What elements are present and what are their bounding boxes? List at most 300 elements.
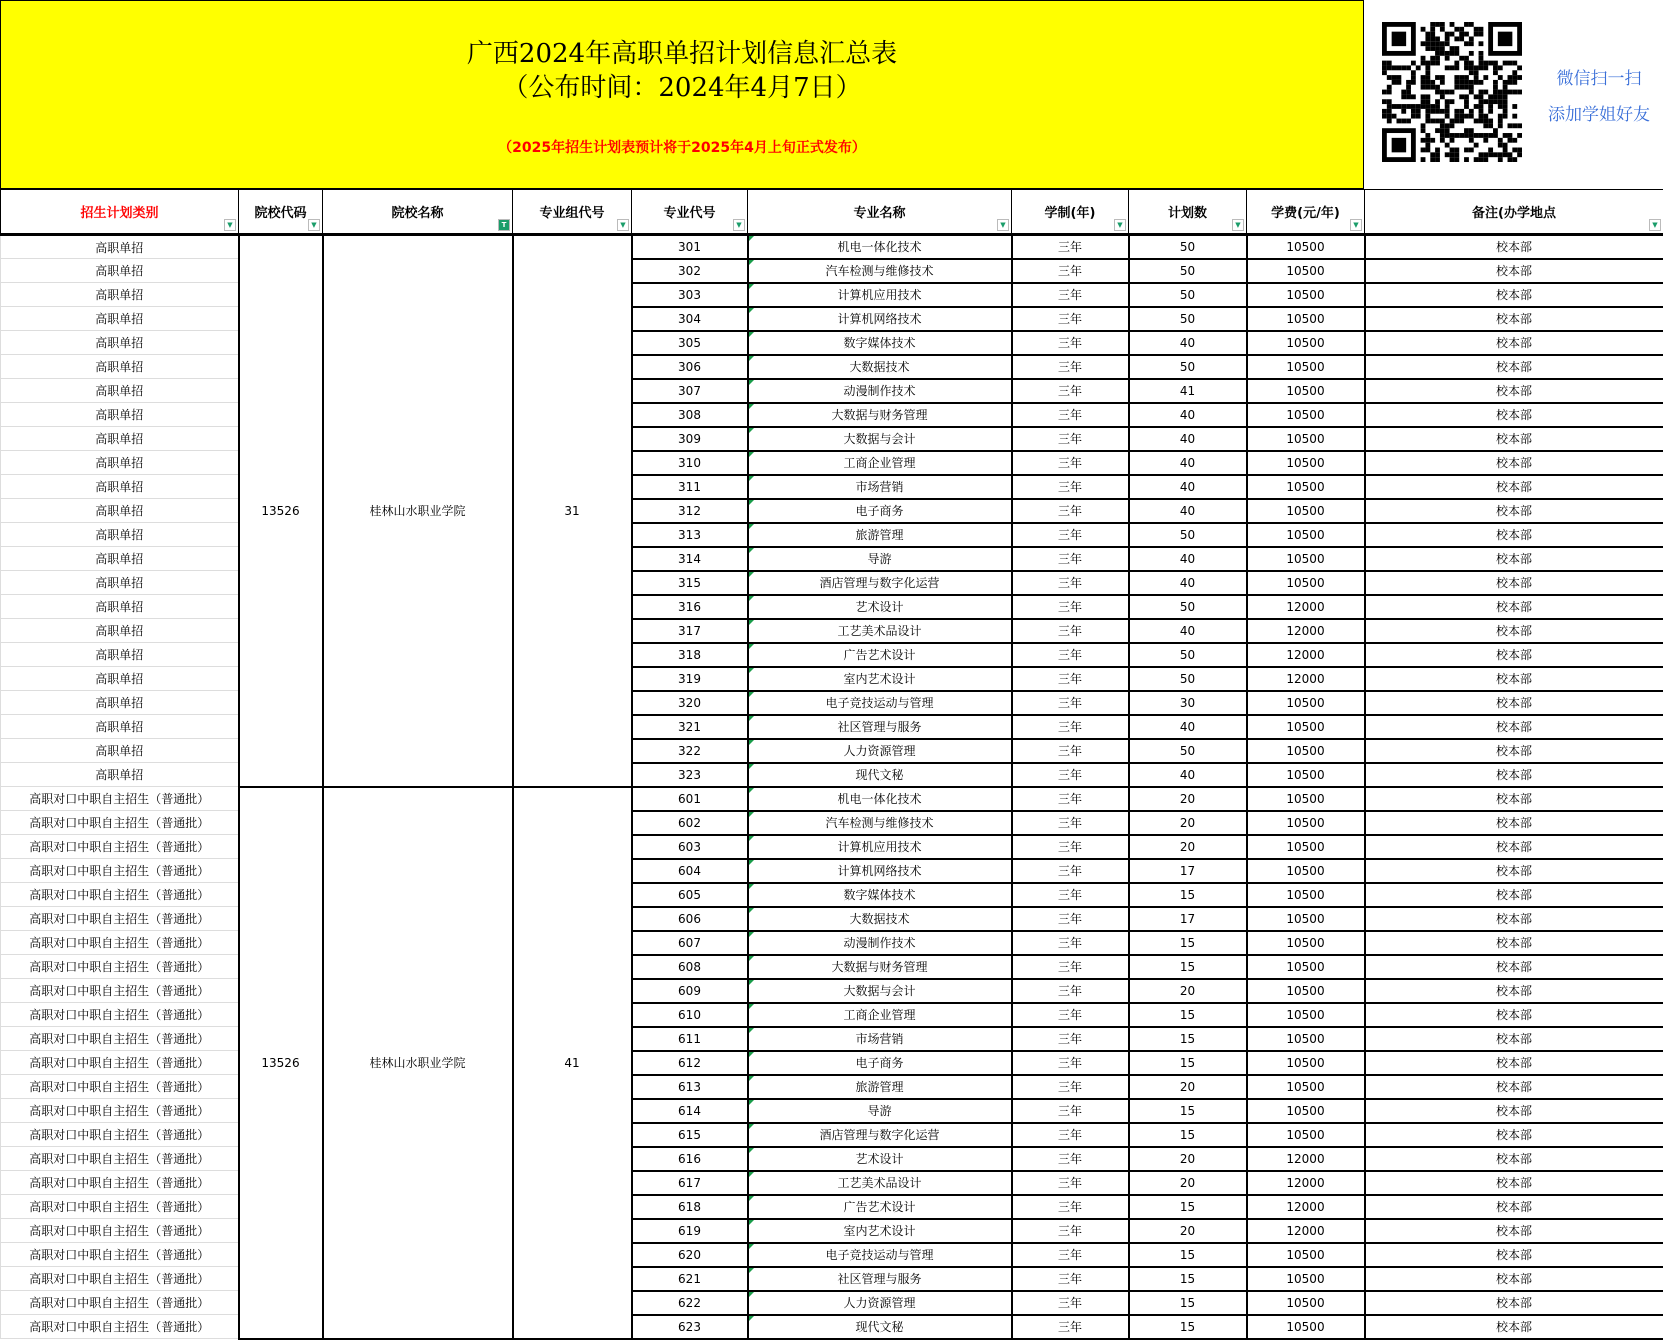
major-name-cell[interactable]: 市场营销 <box>748 475 1012 499</box>
duration-cell[interactable]: 三年 <box>1012 859 1129 883</box>
school-name-cell[interactable]: 桂林山水职业学院 <box>323 787 513 1339</box>
plan-count-cell[interactable]: 20 <box>1129 979 1247 1003</box>
remarks-cell[interactable]: 校本部 <box>1365 1075 1663 1099</box>
duration-cell[interactable]: 三年 <box>1012 1243 1129 1267</box>
remarks-cell[interactable]: 校本部 <box>1365 835 1663 859</box>
tuition-cell[interactable]: 10500 <box>1247 1123 1365 1147</box>
remarks-cell[interactable]: 校本部 <box>1365 595 1663 619</box>
category-cell[interactable]: 高职单招 <box>1 523 239 547</box>
duration-cell[interactable]: 三年 <box>1012 1315 1129 1339</box>
major-name-cell[interactable]: 大数据与会计 <box>748 427 1012 451</box>
category-cell[interactable]: 高职对口中职自主招生（普通批） <box>1 1267 239 1291</box>
plan-count-cell[interactable]: 20 <box>1129 1075 1247 1099</box>
category-cell[interactable]: 高职对口中职自主招生（普通批） <box>1 1171 239 1195</box>
tuition-cell[interactable]: 10500 <box>1247 283 1365 307</box>
plan-count-cell[interactable]: 40 <box>1129 427 1247 451</box>
major-name-cell[interactable]: 汽车检测与维修技术 <box>748 811 1012 835</box>
major-code-cell[interactable]: 303 <box>632 283 748 307</box>
major-name-cell[interactable]: 计算机应用技术 <box>748 283 1012 307</box>
tuition-cell[interactable]: 10500 <box>1247 1075 1365 1099</box>
plan-count-cell[interactable]: 40 <box>1129 331 1247 355</box>
plan-count-cell[interactable]: 40 <box>1129 451 1247 475</box>
category-cell[interactable]: 高职单招 <box>1 475 239 499</box>
tuition-cell[interactable]: 10500 <box>1247 235 1365 259</box>
plan-count-cell[interactable]: 15 <box>1129 1267 1247 1291</box>
duration-cell[interactable]: 三年 <box>1012 811 1129 835</box>
major-name-cell[interactable]: 电子商务 <box>748 499 1012 523</box>
major-code-cell[interactable]: 605 <box>632 883 748 907</box>
plan-count-cell[interactable]: 41 <box>1129 379 1247 403</box>
major-name-cell[interactable]: 现代文秘 <box>748 1315 1012 1339</box>
major-name-cell[interactable]: 大数据与会计 <box>748 979 1012 1003</box>
remarks-cell[interactable]: 校本部 <box>1365 283 1663 307</box>
remarks-cell[interactable]: 校本部 <box>1365 1099 1663 1123</box>
duration-cell[interactable]: 三年 <box>1012 1291 1129 1315</box>
duration-cell[interactable]: 三年 <box>1012 643 1129 667</box>
plan-count-cell[interactable]: 40 <box>1129 499 1247 523</box>
remarks-cell[interactable]: 校本部 <box>1365 451 1663 475</box>
category-cell[interactable]: 高职单招 <box>1 331 239 355</box>
category-cell[interactable]: 高职对口中职自主招生（普通批） <box>1 907 239 931</box>
duration-cell[interactable]: 三年 <box>1012 1051 1129 1075</box>
tuition-cell[interactable]: 10500 <box>1247 787 1365 811</box>
major-code-cell[interactable]: 608 <box>632 955 748 979</box>
duration-cell[interactable]: 三年 <box>1012 1075 1129 1099</box>
filter-dropdown-icon[interactable]: ▼ <box>224 219 236 231</box>
tuition-cell[interactable]: 10500 <box>1247 811 1365 835</box>
tuition-cell[interactable]: 12000 <box>1247 619 1365 643</box>
major-name-cell[interactable]: 大数据技术 <box>748 907 1012 931</box>
tuition-cell[interactable]: 10500 <box>1247 379 1365 403</box>
tuition-cell[interactable]: 10500 <box>1247 907 1365 931</box>
filter-dropdown-icon[interactable]: ▼ <box>1114 219 1126 231</box>
tuition-cell[interactable]: 10500 <box>1247 355 1365 379</box>
duration-cell[interactable]: 三年 <box>1012 1267 1129 1291</box>
category-cell[interactable]: 高职对口中职自主招生（普通批） <box>1 1195 239 1219</box>
tuition-cell[interactable]: 10500 <box>1247 571 1365 595</box>
duration-cell[interactable]: 三年 <box>1012 955 1129 979</box>
major-name-cell[interactable]: 电子竞技运动与管理 <box>748 1243 1012 1267</box>
category-cell[interactable]: 高职单招 <box>1 595 239 619</box>
duration-cell[interactable]: 三年 <box>1012 547 1129 571</box>
plan-count-cell[interactable]: 15 <box>1129 1123 1247 1147</box>
plan-count-cell[interactable]: 40 <box>1129 403 1247 427</box>
category-cell[interactable]: 高职单招 <box>1 403 239 427</box>
tuition-cell[interactable]: 12000 <box>1247 1147 1365 1171</box>
tuition-cell[interactable]: 10500 <box>1247 979 1365 1003</box>
duration-cell[interactable]: 三年 <box>1012 619 1129 643</box>
duration-cell[interactable]: 三年 <box>1012 379 1129 403</box>
tuition-cell[interactable]: 12000 <box>1247 643 1365 667</box>
filter-dropdown-icon[interactable]: ▼ <box>1350 219 1362 231</box>
remarks-cell[interactable]: 校本部 <box>1365 1219 1663 1243</box>
category-cell[interactable]: 高职单招 <box>1 691 239 715</box>
duration-cell[interactable]: 三年 <box>1012 451 1129 475</box>
plan-count-cell[interactable]: 15 <box>1129 1243 1247 1267</box>
tuition-cell[interactable]: 10500 <box>1247 739 1365 763</box>
tuition-cell[interactable]: 12000 <box>1247 667 1365 691</box>
plan-count-cell[interactable]: 50 <box>1129 283 1247 307</box>
category-cell[interactable]: 高职对口中职自主招生（普通批） <box>1 1099 239 1123</box>
category-cell[interactable]: 高职单招 <box>1 259 239 283</box>
major-code-cell[interactable]: 622 <box>632 1291 748 1315</box>
plan-count-cell[interactable]: 50 <box>1129 739 1247 763</box>
category-cell[interactable]: 高职单招 <box>1 667 239 691</box>
major-code-cell[interactable]: 319 <box>632 667 748 691</box>
filter-dropdown-icon[interactable]: ▼ <box>617 219 629 231</box>
major-code-cell[interactable]: 620 <box>632 1243 748 1267</box>
category-cell[interactable]: 高职单招 <box>1 571 239 595</box>
duration-cell[interactable]: 三年 <box>1012 283 1129 307</box>
remarks-cell[interactable]: 校本部 <box>1365 1171 1663 1195</box>
category-cell[interactable]: 高职对口中职自主招生（普通批） <box>1 1003 239 1027</box>
major-name-cell[interactable]: 大数据技术 <box>748 355 1012 379</box>
major-name-cell[interactable]: 旅游管理 <box>748 523 1012 547</box>
plan-count-cell[interactable]: 50 <box>1129 355 1247 379</box>
remarks-cell[interactable]: 校本部 <box>1365 1195 1663 1219</box>
duration-cell[interactable]: 三年 <box>1012 523 1129 547</box>
tuition-cell[interactable]: 10500 <box>1247 835 1365 859</box>
category-cell[interactable]: 高职对口中职自主招生（普通批） <box>1 1075 239 1099</box>
major-name-cell[interactable]: 动漫制作技术 <box>748 931 1012 955</box>
duration-cell[interactable]: 三年 <box>1012 1123 1129 1147</box>
major-name-cell[interactable]: 计算机应用技术 <box>748 835 1012 859</box>
plan-count-cell[interactable]: 15 <box>1129 931 1247 955</box>
tuition-cell[interactable]: 10500 <box>1247 1315 1365 1339</box>
major-code-cell[interactable]: 619 <box>632 1219 748 1243</box>
category-cell[interactable]: 高职单招 <box>1 547 239 571</box>
filter-dropdown-icon[interactable]: ▼ <box>308 219 320 231</box>
remarks-cell[interactable]: 校本部 <box>1365 547 1663 571</box>
plan-count-cell[interactable]: 20 <box>1129 835 1247 859</box>
duration-cell[interactable]: 三年 <box>1012 403 1129 427</box>
remarks-cell[interactable]: 校本部 <box>1365 931 1663 955</box>
plan-count-cell[interactable]: 20 <box>1129 787 1247 811</box>
major-code-cell[interactable]: 323 <box>632 763 748 787</box>
major-code-cell[interactable]: 615 <box>632 1123 748 1147</box>
tuition-cell[interactable]: 10500 <box>1247 331 1365 355</box>
remarks-cell[interactable]: 校本部 <box>1365 763 1663 787</box>
plan-count-cell[interactable]: 40 <box>1129 571 1247 595</box>
remarks-cell[interactable]: 校本部 <box>1365 907 1663 931</box>
duration-cell[interactable]: 三年 <box>1012 427 1129 451</box>
remarks-cell[interactable]: 校本部 <box>1365 691 1663 715</box>
plan-count-cell[interactable]: 30 <box>1129 691 1247 715</box>
remarks-cell[interactable]: 校本部 <box>1365 259 1663 283</box>
tuition-cell[interactable]: 10500 <box>1247 307 1365 331</box>
remarks-cell[interactable]: 校本部 <box>1365 1027 1663 1051</box>
tuition-cell[interactable]: 10500 <box>1247 523 1365 547</box>
major-name-cell[interactable]: 人力资源管理 <box>748 739 1012 763</box>
category-cell[interactable]: 高职对口中职自主招生（普通批） <box>1 1219 239 1243</box>
duration-cell[interactable]: 三年 <box>1012 1147 1129 1171</box>
tuition-cell[interactable]: 10500 <box>1247 259 1365 283</box>
tuition-cell[interactable]: 10500 <box>1247 547 1365 571</box>
remarks-cell[interactable]: 校本部 <box>1365 1123 1663 1147</box>
category-cell[interactable]: 高职单招 <box>1 499 239 523</box>
category-cell[interactable]: 高职对口中职自主招生（普通批） <box>1 1315 239 1339</box>
major-name-cell[interactable]: 动漫制作技术 <box>748 379 1012 403</box>
filter-dropdown-icon[interactable]: ▼ <box>1649 219 1661 231</box>
plan-count-cell[interactable]: 17 <box>1129 907 1247 931</box>
category-cell[interactable]: 高职单招 <box>1 355 239 379</box>
major-code-cell[interactable]: 310 <box>632 451 748 475</box>
tuition-cell[interactable]: 10500 <box>1247 1027 1365 1051</box>
tuition-cell[interactable]: 12000 <box>1247 1195 1365 1219</box>
major-code-cell[interactable]: 311 <box>632 475 748 499</box>
plan-count-cell[interactable]: 17 <box>1129 859 1247 883</box>
remarks-cell[interactable]: 校本部 <box>1365 1267 1663 1291</box>
tuition-cell[interactable]: 10500 <box>1247 1003 1365 1027</box>
major-code-cell[interactable]: 617 <box>632 1171 748 1195</box>
major-code-cell[interactable]: 304 <box>632 307 748 331</box>
major-name-cell[interactable]: 市场营销 <box>748 1027 1012 1051</box>
remarks-cell[interactable]: 校本部 <box>1365 571 1663 595</box>
major-name-cell[interactable]: 工艺美术品设计 <box>748 1171 1012 1195</box>
category-cell[interactable]: 高职单招 <box>1 739 239 763</box>
group-code-cell[interactable]: 31 <box>513 235 632 787</box>
category-cell[interactable]: 高职对口中职自主招生（普通批） <box>1 931 239 955</box>
plan-count-cell[interactable]: 15 <box>1129 1027 1247 1051</box>
tuition-cell[interactable]: 10500 <box>1247 955 1365 979</box>
tuition-cell[interactable]: 10500 <box>1247 715 1365 739</box>
duration-cell[interactable]: 三年 <box>1012 739 1129 763</box>
major-code-cell[interactable]: 302 <box>632 259 748 283</box>
tuition-cell[interactable]: 10500 <box>1247 1291 1365 1315</box>
major-name-cell[interactable]: 社区管理与服务 <box>748 1267 1012 1291</box>
duration-cell[interactable]: 三年 <box>1012 835 1129 859</box>
plan-count-cell[interactable]: 15 <box>1129 1315 1247 1339</box>
remarks-cell[interactable]: 校本部 <box>1365 955 1663 979</box>
school-name-cell[interactable]: 桂林山水职业学院 <box>323 235 513 787</box>
filter-dropdown-icon[interactable]: ▼ <box>997 219 1009 231</box>
plan-count-cell[interactable]: 50 <box>1129 523 1247 547</box>
remarks-cell[interactable]: 校本部 <box>1365 403 1663 427</box>
tuition-cell[interactable]: 10500 <box>1247 1099 1365 1123</box>
category-cell[interactable]: 高职对口中职自主招生（普通批） <box>1 955 239 979</box>
duration-cell[interactable]: 三年 <box>1012 883 1129 907</box>
category-cell[interactable]: 高职对口中职自主招生（普通批） <box>1 883 239 907</box>
plan-count-cell[interactable]: 20 <box>1129 1219 1247 1243</box>
major-name-cell[interactable]: 艺术设计 <box>748 595 1012 619</box>
tuition-cell[interactable]: 10500 <box>1247 1243 1365 1267</box>
duration-cell[interactable]: 三年 <box>1012 331 1129 355</box>
duration-cell[interactable]: 三年 <box>1012 355 1129 379</box>
major-code-cell[interactable]: 602 <box>632 811 748 835</box>
major-name-cell[interactable]: 工商企业管理 <box>748 1003 1012 1027</box>
tuition-cell[interactable]: 12000 <box>1247 1219 1365 1243</box>
tuition-cell[interactable]: 10500 <box>1247 475 1365 499</box>
remarks-cell[interactable]: 校本部 <box>1365 1243 1663 1267</box>
tuition-cell[interactable]: 10500 <box>1247 763 1365 787</box>
remarks-cell[interactable]: 校本部 <box>1365 475 1663 499</box>
tuition-cell[interactable]: 10500 <box>1247 691 1365 715</box>
major-code-cell[interactable]: 623 <box>632 1315 748 1339</box>
remarks-cell[interactable]: 校本部 <box>1365 643 1663 667</box>
major-name-cell[interactable]: 室内艺术设计 <box>748 1219 1012 1243</box>
remarks-cell[interactable]: 校本部 <box>1365 499 1663 523</box>
remarks-cell[interactable]: 校本部 <box>1365 619 1663 643</box>
major-code-cell[interactable]: 606 <box>632 907 748 931</box>
major-name-cell[interactable]: 酒店管理与数字化运营 <box>748 1123 1012 1147</box>
tuition-cell[interactable]: 10500 <box>1247 403 1365 427</box>
major-code-cell[interactable]: 610 <box>632 1003 748 1027</box>
major-name-cell[interactable]: 大数据与财务管理 <box>748 403 1012 427</box>
remarks-cell[interactable]: 校本部 <box>1365 1003 1663 1027</box>
duration-cell[interactable]: 三年 <box>1012 1171 1129 1195</box>
duration-cell[interactable]: 三年 <box>1012 571 1129 595</box>
plan-count-cell[interactable]: 50 <box>1129 595 1247 619</box>
major-code-cell[interactable]: 321 <box>632 715 748 739</box>
remarks-cell[interactable]: 校本部 <box>1365 307 1663 331</box>
major-name-cell[interactable]: 社区管理与服务 <box>748 715 1012 739</box>
major-name-cell[interactable]: 计算机网络技术 <box>748 859 1012 883</box>
duration-cell[interactable]: 三年 <box>1012 259 1129 283</box>
tuition-cell[interactable]: 10500 <box>1247 427 1365 451</box>
category-cell[interactable]: 高职对口中职自主招生（普通批） <box>1 1147 239 1171</box>
plan-count-cell[interactable]: 50 <box>1129 235 1247 259</box>
category-cell[interactable]: 高职单招 <box>1 283 239 307</box>
major-code-cell[interactable]: 318 <box>632 643 748 667</box>
school-code-cell[interactable]: 13526 <box>239 787 323 1339</box>
category-cell[interactable]: 高职对口中职自主招生（普通批） <box>1 1243 239 1267</box>
plan-count-cell[interactable]: 50 <box>1129 667 1247 691</box>
tuition-cell[interactable]: 12000 <box>1247 595 1365 619</box>
remarks-cell[interactable]: 校本部 <box>1365 379 1663 403</box>
category-cell[interactable]: 高职单招 <box>1 235 239 259</box>
tuition-cell[interactable]: 10500 <box>1247 1267 1365 1291</box>
duration-cell[interactable]: 三年 <box>1012 667 1129 691</box>
major-code-cell[interactable]: 604 <box>632 859 748 883</box>
tuition-cell[interactable]: 10500 <box>1247 499 1365 523</box>
major-code-cell[interactable]: 307 <box>632 379 748 403</box>
duration-cell[interactable]: 三年 <box>1012 1003 1129 1027</box>
category-cell[interactable]: 高职单招 <box>1 307 239 331</box>
major-code-cell[interactable]: 301 <box>632 235 748 259</box>
major-name-cell[interactable]: 工艺美术品设计 <box>748 619 1012 643</box>
category-cell[interactable]: 高职单招 <box>1 379 239 403</box>
major-code-cell[interactable]: 314 <box>632 547 748 571</box>
category-cell[interactable]: 高职单招 <box>1 619 239 643</box>
category-cell[interactable]: 高职对口中职自主招生（普通批） <box>1 835 239 859</box>
tuition-cell[interactable]: 10500 <box>1247 931 1365 955</box>
remarks-cell[interactable]: 校本部 <box>1365 739 1663 763</box>
major-name-cell[interactable]: 电子商务 <box>748 1051 1012 1075</box>
plan-count-cell[interactable]: 50 <box>1129 643 1247 667</box>
remarks-cell[interactable]: 校本部 <box>1365 1147 1663 1171</box>
duration-cell[interactable]: 三年 <box>1012 595 1129 619</box>
plan-count-cell[interactable]: 15 <box>1129 1291 1247 1315</box>
category-cell[interactable]: 高职单招 <box>1 427 239 451</box>
duration-cell[interactable]: 三年 <box>1012 1219 1129 1243</box>
duration-cell[interactable]: 三年 <box>1012 307 1129 331</box>
major-code-cell[interactable]: 618 <box>632 1195 748 1219</box>
duration-cell[interactable]: 三年 <box>1012 1027 1129 1051</box>
plan-count-cell[interactable]: 15 <box>1129 1003 1247 1027</box>
category-cell[interactable]: 高职对口中职自主招生（普通批） <box>1 1051 239 1075</box>
tuition-cell[interactable]: 10500 <box>1247 1051 1365 1075</box>
major-name-cell[interactable]: 汽车检测与维修技术 <box>748 259 1012 283</box>
filter-dropdown-icon[interactable]: ▼ <box>1232 219 1244 231</box>
plan-count-cell[interactable]: 15 <box>1129 955 1247 979</box>
major-code-cell[interactable]: 308 <box>632 403 748 427</box>
plan-count-cell[interactable]: 40 <box>1129 763 1247 787</box>
remarks-cell[interactable]: 校本部 <box>1365 811 1663 835</box>
duration-cell[interactable]: 三年 <box>1012 1195 1129 1219</box>
duration-cell[interactable]: 三年 <box>1012 787 1129 811</box>
duration-cell[interactable]: 三年 <box>1012 907 1129 931</box>
plan-count-cell[interactable]: 15 <box>1129 1195 1247 1219</box>
category-cell[interactable]: 高职对口中职自主招生（普通批） <box>1 811 239 835</box>
major-name-cell[interactable]: 电子竞技运动与管理 <box>748 691 1012 715</box>
plan-count-cell[interactable]: 20 <box>1129 1147 1247 1171</box>
plan-count-cell[interactable]: 50 <box>1129 307 1247 331</box>
major-code-cell[interactable]: 322 <box>632 739 748 763</box>
plan-count-cell[interactable]: 40 <box>1129 715 1247 739</box>
major-code-cell[interactable]: 616 <box>632 1147 748 1171</box>
major-name-cell[interactable]: 旅游管理 <box>748 1075 1012 1099</box>
major-name-cell[interactable]: 大数据与财务管理 <box>748 955 1012 979</box>
major-name-cell[interactable]: 人力资源管理 <box>748 1291 1012 1315</box>
category-cell[interactable]: 高职对口中职自主招生（普通批） <box>1 1123 239 1147</box>
major-code-cell[interactable]: 611 <box>632 1027 748 1051</box>
plan-count-cell[interactable]: 20 <box>1129 1171 1247 1195</box>
filter-dropdown-icon[interactable]: ▼ <box>733 219 745 231</box>
major-code-cell[interactable]: 305 <box>632 331 748 355</box>
plan-count-cell[interactable]: 20 <box>1129 811 1247 835</box>
filter-active-icon[interactable]: T <box>498 219 510 231</box>
remarks-cell[interactable]: 校本部 <box>1365 883 1663 907</box>
remarks-cell[interactable]: 校本部 <box>1365 427 1663 451</box>
major-name-cell[interactable]: 数字媒体技术 <box>748 883 1012 907</box>
category-cell[interactable]: 高职单招 <box>1 643 239 667</box>
category-cell[interactable]: 高职单招 <box>1 715 239 739</box>
major-code-cell[interactable]: 614 <box>632 1099 748 1123</box>
category-cell[interactable]: 高职对口中职自主招生（普通批） <box>1 859 239 883</box>
plan-count-cell[interactable]: 15 <box>1129 1051 1247 1075</box>
plan-count-cell[interactable]: 15 <box>1129 1099 1247 1123</box>
plan-count-cell[interactable]: 40 <box>1129 619 1247 643</box>
major-name-cell[interactable]: 数字媒体技术 <box>748 331 1012 355</box>
major-name-cell[interactable]: 计算机网络技术 <box>748 307 1012 331</box>
major-code-cell[interactable]: 312 <box>632 499 748 523</box>
remarks-cell[interactable]: 校本部 <box>1365 1315 1663 1339</box>
group-code-cell[interactable]: 41 <box>513 787 632 1339</box>
remarks-cell[interactable]: 校本部 <box>1365 787 1663 811</box>
major-name-cell[interactable]: 机电一体化技术 <box>748 787 1012 811</box>
remarks-cell[interactable]: 校本部 <box>1365 1291 1663 1315</box>
remarks-cell[interactable]: 校本部 <box>1365 667 1663 691</box>
major-code-cell[interactable]: 601 <box>632 787 748 811</box>
major-name-cell[interactable]: 艺术设计 <box>748 1147 1012 1171</box>
plan-count-cell[interactable]: 15 <box>1129 883 1247 907</box>
remarks-cell[interactable]: 校本部 <box>1365 331 1663 355</box>
duration-cell[interactable]: 三年 <box>1012 1099 1129 1123</box>
major-code-cell[interactable]: 621 <box>632 1267 748 1291</box>
major-name-cell[interactable]: 室内艺术设计 <box>748 667 1012 691</box>
major-code-cell[interactable]: 609 <box>632 979 748 1003</box>
duration-cell[interactable]: 三年 <box>1012 499 1129 523</box>
duration-cell[interactable]: 三年 <box>1012 475 1129 499</box>
major-code-cell[interactable]: 306 <box>632 355 748 379</box>
tuition-cell[interactable]: 10500 <box>1247 883 1365 907</box>
tuition-cell[interactable]: 10500 <box>1247 451 1365 475</box>
duration-cell[interactable]: 三年 <box>1012 931 1129 955</box>
plan-count-cell[interactable]: 40 <box>1129 547 1247 571</box>
plan-count-cell[interactable]: 50 <box>1129 259 1247 283</box>
major-code-cell[interactable]: 315 <box>632 571 748 595</box>
plan-count-cell[interactable]: 40 <box>1129 475 1247 499</box>
